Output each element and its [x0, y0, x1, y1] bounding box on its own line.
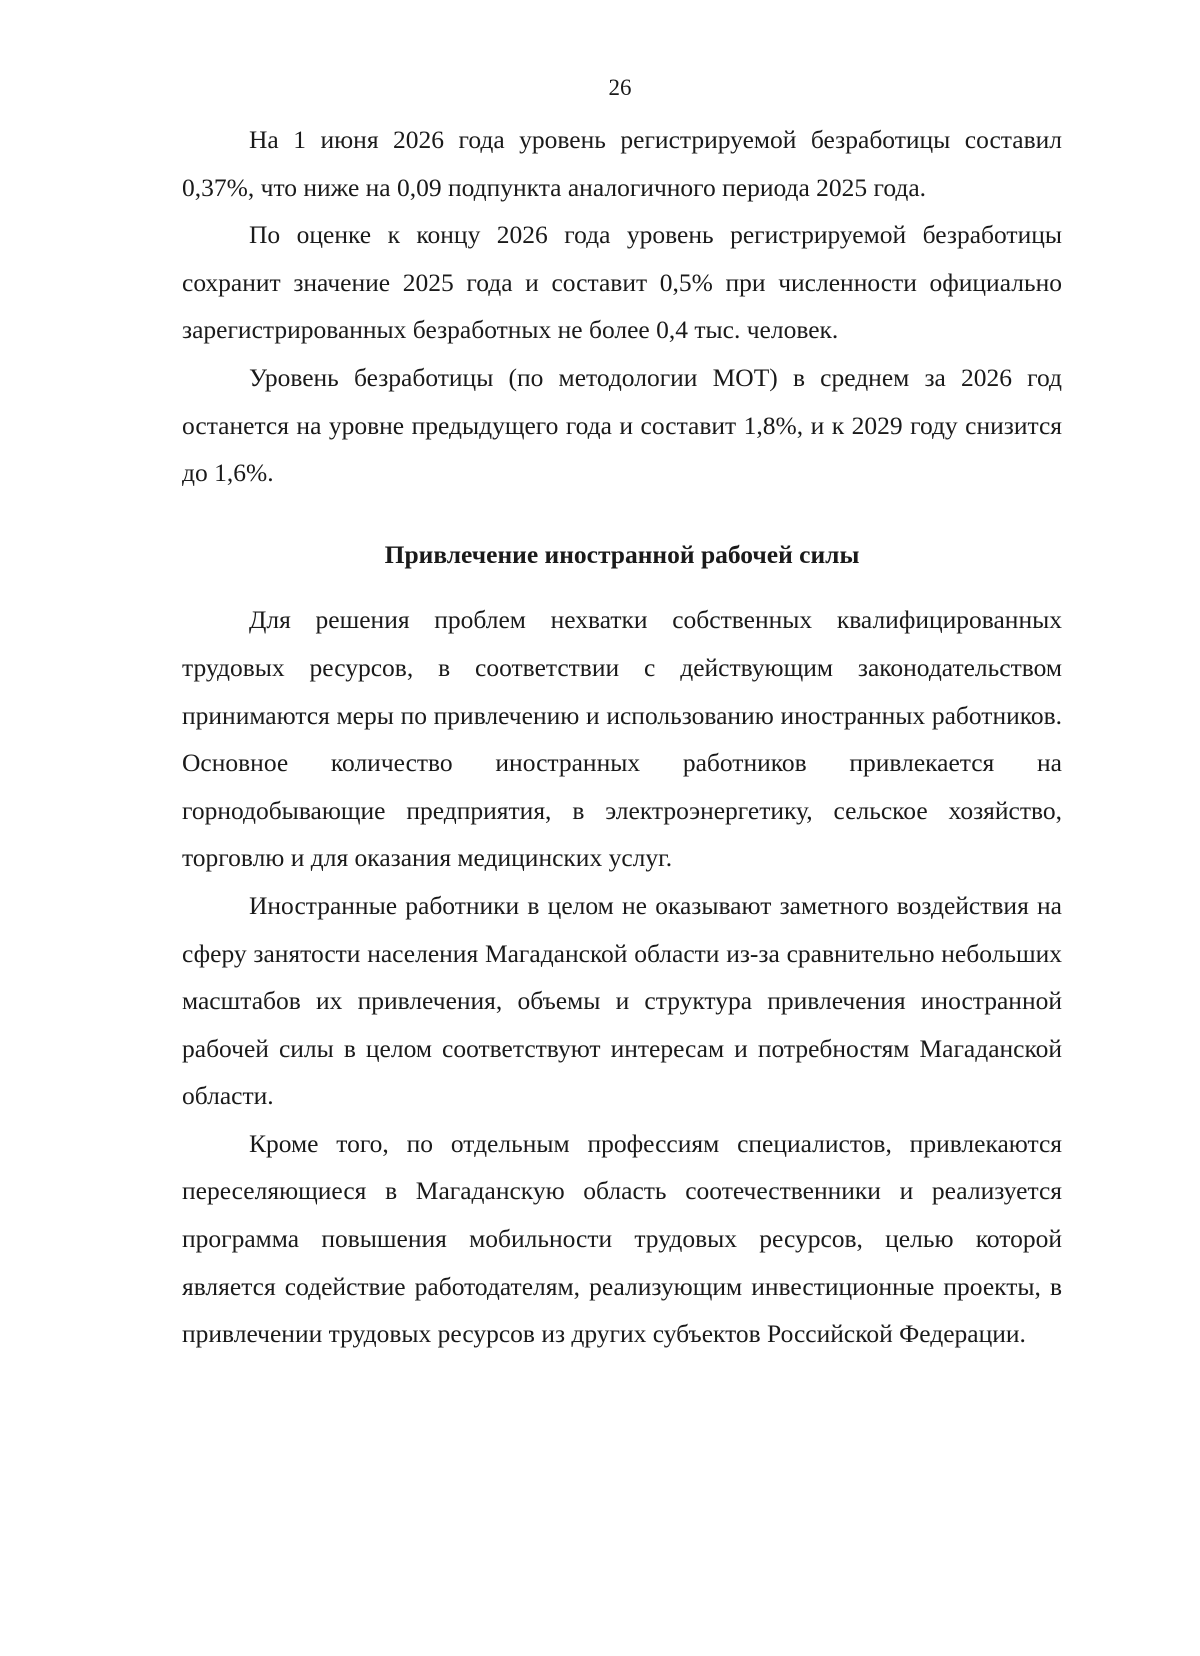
paragraph-compatriots-program: Кроме того, по отдельным профессиям специалистов, привлекаются переселяющиеся в Магаданскую область соотечественники и реализуется программа повышения мобильности трудовых ресурсов, целью которой является содействие работодателям, реализующим инвестиционные проекты, в привлечении трудовых ресурсов из других субъектов Российской Федерации. [182, 1128, 1062, 1349]
document-body [182, 116, 1062, 1358]
paragraph-foreign-workers-impact: Иностранные работники в целом не оказывают заметного воздействия на сферу занятости населения Магаданской области из-за сравнительно небольших масштабов их привлечения, объемы и структура привлечения иностранной рабочей силы в целом соответствуют интересам и потребностям Магаданской области. [182, 890, 1062, 1111]
paragraph-unemployment-june: На 1 июня 2026 года уровень регистрируемой безработицы составил 0,37%, что ниже на 0,09 подпункта аналогичного периода 2025 года. [182, 125, 1062, 202]
paragraph-unemployment-forecast: По оценке к концу 2026 года уровень регистрируемой безработицы сохранит значение 2025 года и составит 0,5% при численности официально зарегистрированных безработных не более 0,4 тыс. человек. [182, 220, 1062, 345]
paragraph-foreign-workers-measures: Для решения проблем нехватки собственных квалифицированных трудовых ресурсов, в соответствии с действующим законодательством принимаются меры по привлечению и использованию иностранных работников. Основное количество иностранных работников привлекается на горнодобывающие предприятия, в электроэнергетику, сельское хозяйство, торговлю и для оказания медицинских услуг. [182, 605, 1062, 873]
page-number: 26 [608, 75, 632, 100]
paragraph-ilo-unemployment: Уровень безработицы (по методологии МОТ) в среднем за 2026 год останется на уровне предыдущего года и составит 1,8%, и к 2029 году снизится до 1,6%. [182, 362, 1062, 488]
section-heading: Привлечение иностранной рабочей силы [384, 539, 860, 569]
